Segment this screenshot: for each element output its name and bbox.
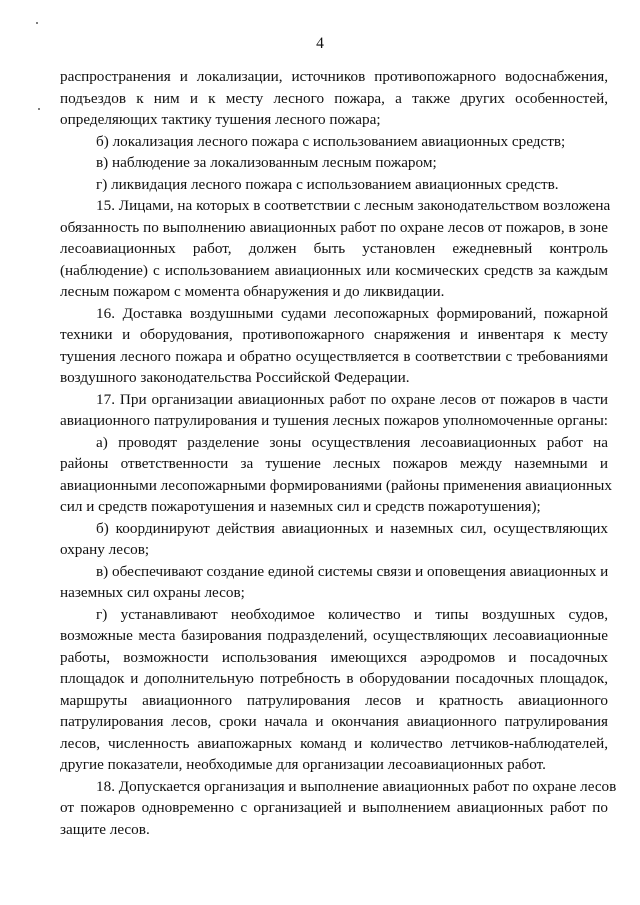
text-line: сил и средств пожаротушения и наземных сил и средств пожаротушения); <box>60 498 541 515</box>
text-line: 17. При организации авиационных работ по охране лесов от пожаров в части <box>96 390 608 408</box>
text-line: защите лесов. <box>60 820 150 838</box>
document-body <box>60 66 617 840</box>
text-line: районы ответственности за тушение лесных пожаров между наземными и <box>60 455 608 472</box>
text-line: маршруты авиационного патрулирования лесов и кратность авиационного <box>60 691 608 709</box>
text-line: охрану лесов; <box>60 541 150 558</box>
text-line: работы, возможности использования имеющихся аэродромов и посадочных <box>60 648 608 666</box>
text-line: в) обеспечивают создание единой системы связи и оповещения авиационных и <box>96 562 609 580</box>
text-line: в) наблюдение за локализованным лесным пожаром; <box>96 154 437 171</box>
text-line: 15. Лицами, на которых в соответствии с лесным законодательством возложена <box>96 197 611 214</box>
text-line: возможные места базирования подразделений, осуществляющих лесоавиационные <box>60 627 608 644</box>
text-line: г) ликвидация лесного пожара с использованием авиационных средств. <box>96 175 559 193</box>
text-line: авиационными лесопожарными формированиями (районы применения авиационных <box>60 476 612 494</box>
text-line: 18. Допускается организация и выполнение авиационных работ по охране лесов <box>96 777 617 795</box>
text-line: определяющих тактику тушения лесного пожара; <box>60 111 381 128</box>
text-line: г) устанавливают необходимое количество и типы воздушных судов, <box>96 605 608 623</box>
text-line: а) проводят разделение зоны осуществления лесоавиационных работ на <box>96 433 608 451</box>
text-line: воздушного законодательства Российской Федерации. <box>60 369 410 386</box>
text-line: площадок и дополнительную потребность в оборудовании посадочных площадок, <box>60 670 608 687</box>
text-line: авиационного патрулирования и тушения лесных пожаров уполномоченные органы: <box>60 412 608 429</box>
page-number: 4 <box>316 35 324 52</box>
text-line: лесным пожаром с момента обнаружения и до ликвидации. <box>60 283 445 300</box>
text-line: (наблюдение) с использованием авиационных или космических средств за каждым <box>60 261 608 279</box>
scan-speck <box>38 108 40 110</box>
text-line: обязанность по выполнению авиационных работ по охране лесов от пожаров, в зоне <box>60 218 608 236</box>
scan-speck <box>36 22 38 24</box>
text-line: патрулирования лесов, сроки начала и окончания авиационного патрулирования <box>60 713 608 730</box>
text-line: наземных сил охраны лесов; <box>60 584 245 601</box>
text-line: б) координируют действия авиационных и наземных сил, осуществляющих <box>96 519 608 537</box>
text-line: подъездов к ним и к месту лесного пожара, а также других особенностей, <box>60 89 608 107</box>
text-line: техники и оборудования, противопожарного снаряжения и инвентаря к месту <box>60 326 608 343</box>
text-line: лесоавиационных работ, должен быть установлен ежедневный контроль <box>60 240 608 257</box>
text-line: распространения и локализации, источников противопожарного водоснабжения, <box>60 68 608 85</box>
text-line: от пожаров одновременно с организацией и выполнением авиационных работ по <box>60 799 608 816</box>
text-line: другие показатели, необходимые для организации лесоавиационных работ. <box>60 756 546 773</box>
text-line: тушения лесного пожара и обратно осуществляется в соответствии с требованиями <box>60 347 608 365</box>
text-line: б) локализация лесного пожара с использованием авиационных средств; <box>96 132 566 150</box>
text-line: лесов, численность авиапожарных команд и количество летчиков-наблюдателей, <box>60 734 608 752</box>
text-line: 16. Доставка воздушными судами лесопожарных формирований, пожарной <box>96 304 608 322</box>
